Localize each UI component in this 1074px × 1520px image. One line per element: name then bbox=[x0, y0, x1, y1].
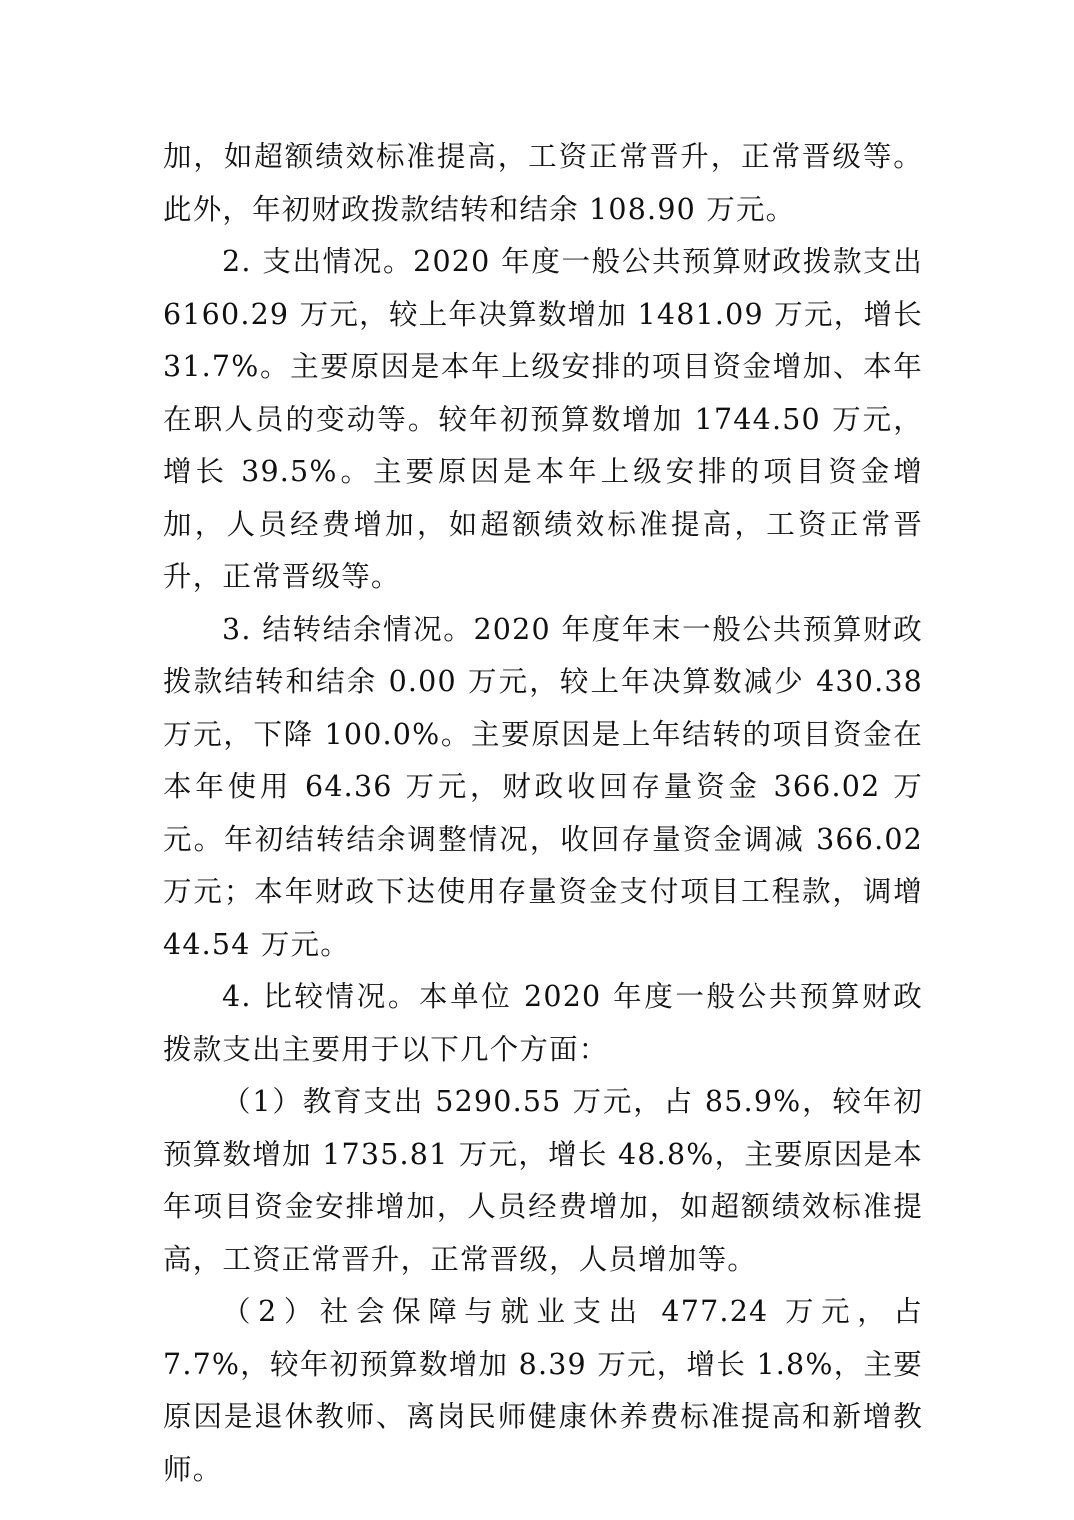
paragraph-carryover: 加，如超额绩效标准提高，工资正常晋升，正常晋级等。此外，年初财政拨款结转和结余 108.90 万元。 bbox=[163, 140, 923, 226]
paragraph-social-security: （2）社会保障与就业支出 477.24 万元，占 7.7%，较年初预算数增加 8.39 万元，增长 1.8%，主要原因是退休教师、离岗民师健康休养费标准提高和新增教师。 bbox=[163, 1295, 923, 1486]
paragraph-education: （1）教育支出 5290.55 万元，占 85.9%，较年初预算数增加 1735.81 万元，增长 48.8%，主要原因是本年项目资金安排增加，人员经费增加，如超额绩效标准提高，工资正常晋升，正常晋级，人员增加等。 bbox=[163, 1085, 923, 1276]
paragraph-comparison: 4. 比较情况。本单位 2020 年度一般公共预算财政拨款支出主要用于以下几个方面： bbox=[163, 980, 923, 1066]
paragraph-balance: 3. 结转结余情况。2020 年度年末一般公共预算财政拨款结转和结余 0.00 万元，较上年决算数减少 430.38 万元，下降 100.0%。主要原因是上年结转的项目资金在本年使用 64.36 万元，财政收回存量资金 366.02 万元。年初结转结余调整情况，收回存量资金调减 366.02 万元；本年财政下达使用存量资金支付项目工程款，调增 44.54 万元。 bbox=[163, 612, 923, 961]
paragraph-expenditure: 2. 支出情况。2020 年度一般公共预算财政拨款支出 6160.29 万元，较上年决算数增加 1481.09 万元，增长 31.7%。主要原因是本年上级安排的项目资金增加、本年在职人员的变动等。较年初预算数增加 1744.50 万元，增长 39.5%。主要原因是本年上级安排的项目资金增加，人员经费增加，如超额绩效标准提高，工资正常晋升，正常晋级等。 bbox=[163, 245, 923, 593]
document-body bbox=[163, 131, 923, 1496]
